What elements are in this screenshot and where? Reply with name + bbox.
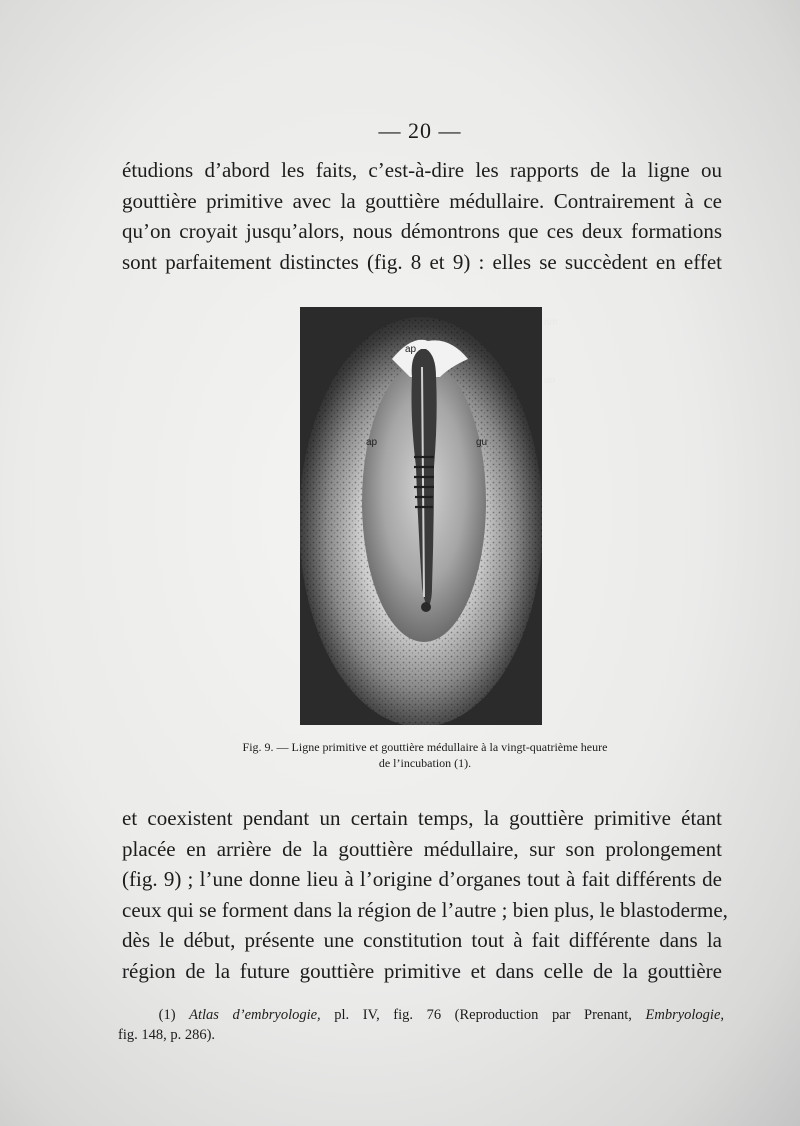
footnote-text: pl. IV, fig. 76 (Reproduction par Prenant, (334, 1007, 632, 1023)
page-number: — 20 — (378, 118, 462, 143)
footnote-line (118, 1005, 724, 1025)
caption-line: de l’incubation (1). (378, 756, 472, 770)
text-line: qu’on croyait jusqu’alors, nous démontrons que ces deux formations (122, 219, 722, 243)
text-line: région de la future gouttière primitive et dans celle de la gouttière (122, 958, 722, 983)
footnote-line: fig. 148, p. 286). (118, 1027, 216, 1043)
figure-label-gu: gu (476, 437, 488, 448)
footnote-italic-title: Atlas d’embryologie, (189, 1007, 321, 1023)
text-line: et coexistent pendant un certain temps, la gouttière primitive étant (122, 806, 722, 830)
caption-line: Fig. 9. — Ligne primitive et gouttière médullaire à la vingt-quatrième heure (242, 740, 608, 754)
paragraph-top (122, 155, 722, 277)
text-line: étudions d’abord les faits, c’est-à-dire les rapports de la ligne ou (122, 158, 722, 182)
text-line: placée en arrière de la gouttière médullaire, sur son prolongement (122, 836, 722, 861)
figure-caption (180, 739, 670, 771)
embryo-engraving (300, 307, 542, 725)
footnote-marker: (1) (158, 1007, 176, 1023)
text-line: dès le début, présente une constitution tout à fait différente dans la (122, 928, 722, 952)
footnote-italic-title: Embryologie, (645, 1007, 725, 1023)
figure-label-ap-left: ap (366, 437, 378, 448)
figure-label-am: am (544, 317, 558, 328)
text-line: gouttière primitive avec la gouttière médullaire. Contrairement à ce (122, 188, 722, 213)
paragraph-bottom (122, 803, 728, 986)
embryo-figure (300, 307, 558, 725)
figure-label-ap-top: ap (405, 344, 417, 355)
text-line: (fig. 9) ; l’une donne lieu à l’origine d’organes tout à fait différents de (122, 867, 722, 891)
text-line: sont parfaitement distinctes (fig. 8 et 9) : elles se succèdent en effet (122, 249, 722, 274)
figure-label-ao: ao (544, 375, 556, 386)
text-line: ceux qui se forment dans la région de l’autre ; bien plus, le blastoderme, (122, 897, 728, 922)
footnote (118, 1005, 724, 1045)
